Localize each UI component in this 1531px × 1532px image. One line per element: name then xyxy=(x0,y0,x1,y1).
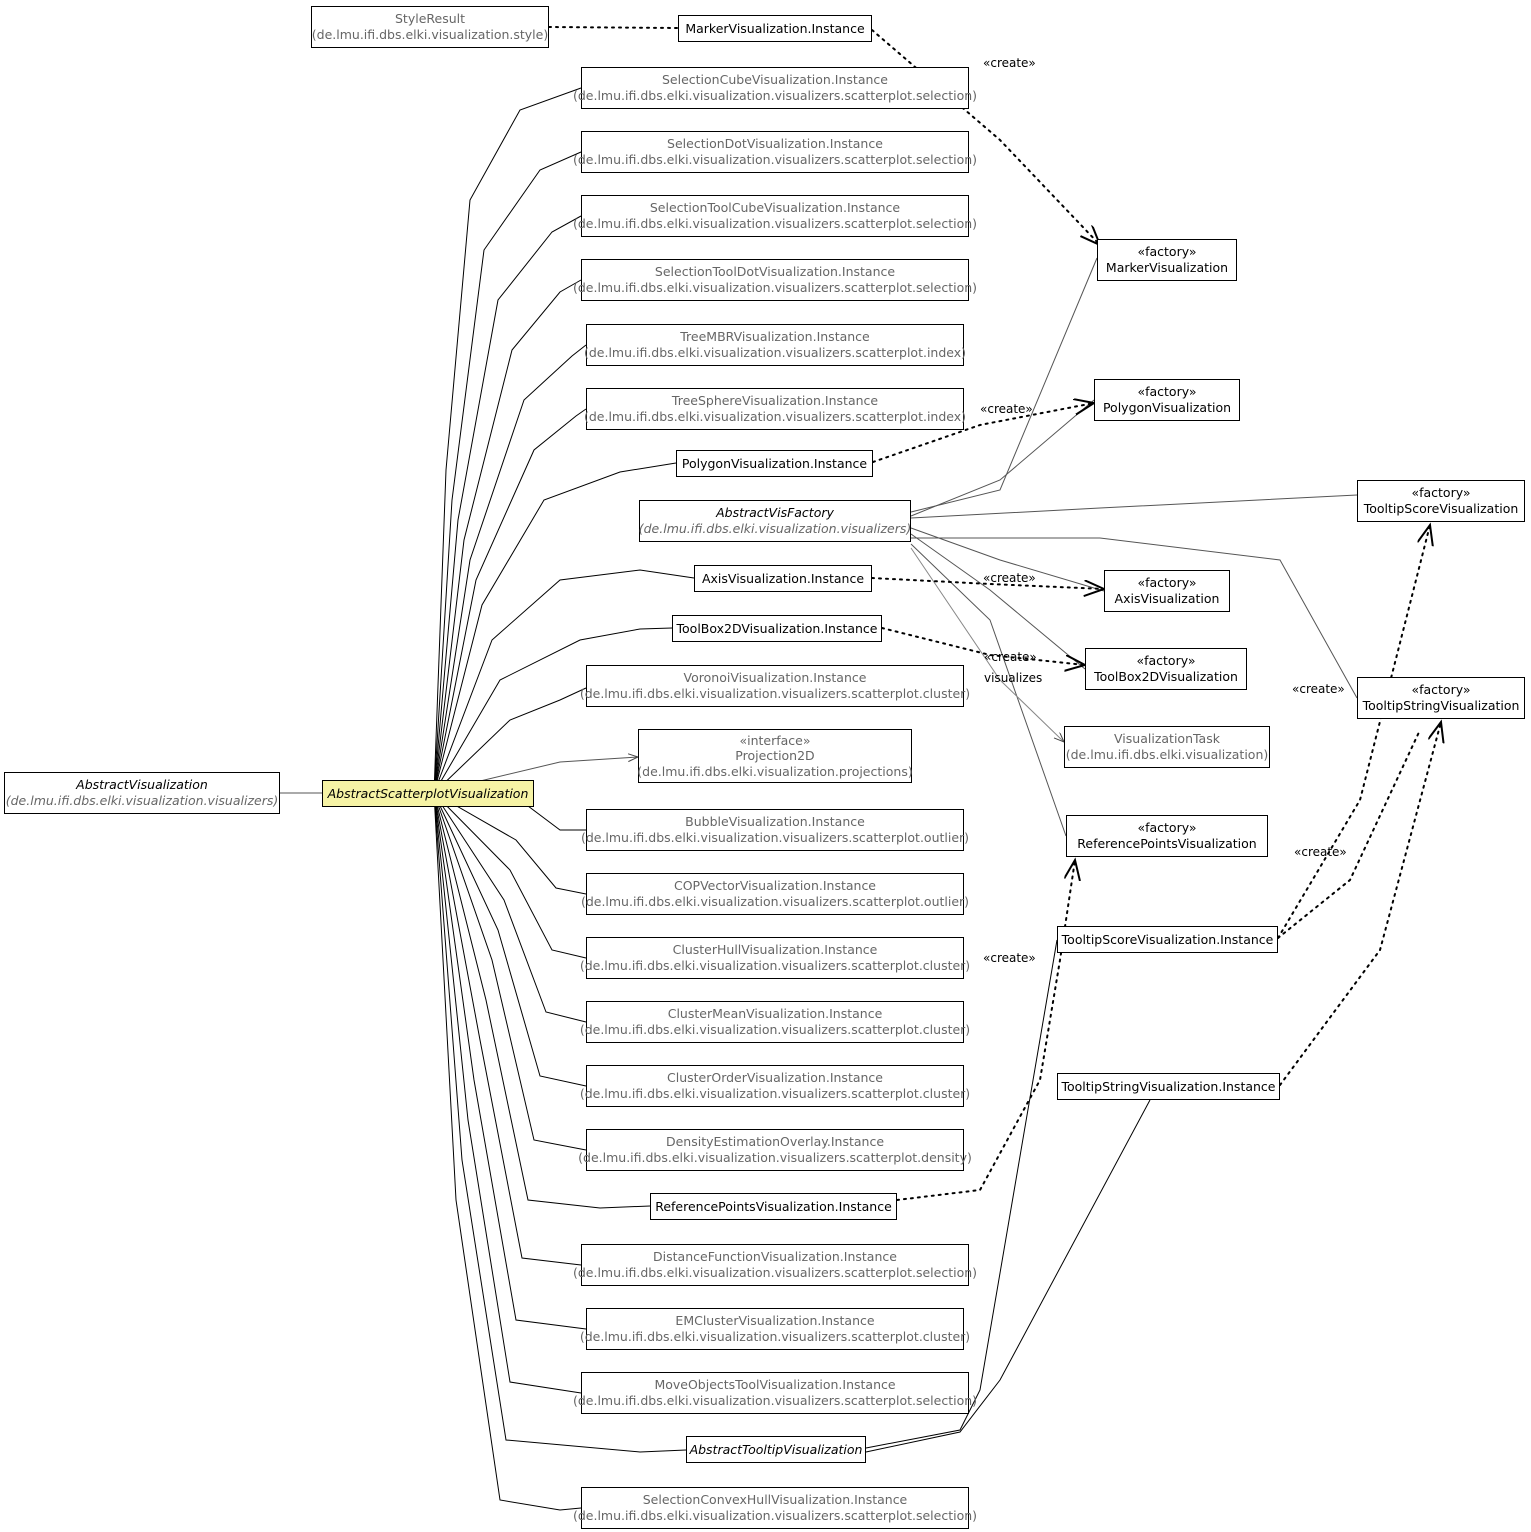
node-em-cluster-visualization-instance[interactable] xyxy=(579,1308,971,1350)
node-tooltip-score-visualization-instance[interactable] xyxy=(1057,926,1278,953)
node-package: (de.lmu.ifi.dbs.elki.visualization) xyxy=(1065,747,1269,762)
node-selection-convex-hull-visualization-instance[interactable] xyxy=(572,1487,978,1529)
node-title: TreeMBRVisualization.Instance xyxy=(680,329,870,345)
node-package: (de.lmu.ifi.dbs.elki.visualization.visualizers.scatterplot.cluster) xyxy=(579,686,971,701)
edge-label-create-refpoints: «create» xyxy=(983,951,1036,965)
node-selection-tool-cube-visualization-instance[interactable] xyxy=(572,195,978,237)
node-package: (de.lmu.ifi.dbs.elki.visualization.visualizers.scatterplot.cluster) xyxy=(579,958,971,973)
node-package: (de.lmu.ifi.dbs.elki.visualization.visualizers.scatterplot.index) xyxy=(583,345,967,360)
node-title: COPVectorVisualization.Instance xyxy=(673,878,877,894)
node-stereotype: «interface» xyxy=(739,732,811,748)
node-title: VoronoiVisualization.Instance xyxy=(683,670,867,686)
node-toolbox2d-visualization-instance[interactable] xyxy=(672,615,882,642)
node-package: (de.lmu.ifi.dbs.elki.visualization.visualizers.scatterplot.cluster) xyxy=(579,1329,971,1344)
edge-label-create-tooltip-string: «create» xyxy=(1292,682,1345,696)
node-stereotype: «factory» xyxy=(1137,575,1197,591)
node-tree-sphere-visualization-instance[interactable] xyxy=(583,388,967,430)
node-package: (de.lmu.ifi.dbs.elki.visualization.visualizers.scatterplot.cluster) xyxy=(579,1086,971,1101)
node-axis-visualization-instance[interactable] xyxy=(694,565,872,592)
node-abstract-visualization[interactable] xyxy=(4,772,280,814)
node-visualization-task[interactable] xyxy=(1064,726,1270,768)
node-title: AbstractScatterplotVisualization xyxy=(327,785,529,801)
node-title: AxisVisualization xyxy=(1114,591,1220,606)
node-package: (de.lmu.ifi.dbs.elki.visualization.visualizers.scatterplot.density) xyxy=(578,1150,972,1165)
node-package: (de.lmu.ifi.dbs.elki.visualization.visualizers.scatterplot.index) xyxy=(583,409,967,424)
node-stereotype: «factory» xyxy=(1411,682,1471,698)
node-title: ReferencePointsVisualization.Instance xyxy=(655,1198,892,1214)
node-voronoi-visualization-instance[interactable] xyxy=(579,665,971,707)
node-title: MarkerVisualization.Instance xyxy=(685,20,865,36)
node-package: (de.lmu.ifi.dbs.elki.visualization.visualizers.scatterplot.selection) xyxy=(572,1393,978,1408)
node-package: (de.lmu.ifi.dbs.elki.visualization.visualizers.scatterplot.selection) xyxy=(572,280,978,295)
node-title: TooltipScoreVisualization xyxy=(1363,501,1519,516)
node-package: (de.lmu.ifi.dbs.elki.visualization.visualizers.scatterplot.selection) xyxy=(572,152,978,167)
edge-label-create-toolbox: «create» xyxy=(984,650,1037,664)
node-title: ClusterHullVisualization.Instance xyxy=(672,942,878,958)
node-factory-tooltip-string-visualization[interactable] xyxy=(1357,677,1525,719)
edge-label-visualizes: visualizes xyxy=(984,671,1043,685)
node-title: ClusterOrderVisualization.Instance xyxy=(667,1070,883,1086)
edge-label-create-marker: «create» xyxy=(983,56,1036,70)
node-title: Projection2D xyxy=(735,748,815,764)
node-title: AbstractVisualization xyxy=(76,777,208,793)
node-title: BubbleVisualization.Instance xyxy=(685,814,865,830)
node-title: AbstractTooltipVisualization xyxy=(689,1441,863,1457)
node-stereotype: «factory» xyxy=(1411,485,1471,501)
node-package: (de.lmu.ifi.dbs.elki.visualization.style) xyxy=(311,27,549,42)
node-title: SelectionToolDotVisualization.Instance xyxy=(654,264,896,280)
node-polygon-visualization-instance[interactable] xyxy=(676,450,873,477)
node-abstract-tooltip-visualization[interactable] xyxy=(686,1436,866,1463)
node-stereotype: «factory» xyxy=(1137,820,1197,836)
node-title: SelectionCubeVisualization.Instance xyxy=(662,72,888,88)
node-package: (de.lmu.ifi.dbs.elki.visualization.visualizers.scatterplot.selection) xyxy=(572,216,978,231)
node-title: EMClusterVisualization.Instance xyxy=(675,1313,875,1329)
node-title: MoveObjectsToolVisualization.Instance xyxy=(654,1377,896,1393)
node-title: AbstractVisFactory xyxy=(716,505,834,521)
node-marker-visualization-instance[interactable] xyxy=(678,15,872,42)
node-selection-cube-visualization-instance[interactable] xyxy=(572,67,978,109)
node-stereotype: «factory» xyxy=(1136,653,1196,669)
node-title: ToolBox2DVisualization.Instance xyxy=(676,620,878,636)
node-title: TooltipStringVisualization.Instance xyxy=(1061,1078,1276,1094)
node-title: ClusterMeanVisualization.Instance xyxy=(667,1006,883,1022)
edge-label-create-tooltip-string-instance: «create» xyxy=(1294,845,1347,859)
node-abstract-vis-factory[interactable] xyxy=(639,500,911,542)
node-cluster-mean-visualization-instance[interactable] xyxy=(579,1001,971,1043)
node-factory-tooltip-score-visualization[interactable] xyxy=(1357,480,1525,522)
node-package: (de.lmu.ifi.dbs.elki.visualization.projections) xyxy=(637,763,913,779)
node-package: (de.lmu.ifi.dbs.elki.visualization.visualizers.scatterplot.cluster) xyxy=(579,1022,971,1037)
node-title: PolygonVisualization xyxy=(1102,400,1232,415)
node-bubble-visualization-instance[interactable] xyxy=(580,809,970,851)
node-title: TreeSphereVisualization.Instance xyxy=(671,393,879,409)
node-selection-tool-dot-visualization-instance[interactable] xyxy=(572,259,978,301)
node-package: (de.lmu.ifi.dbs.elki.visualization.visualizers.scatterplot.selection) xyxy=(572,1508,978,1523)
node-package: (de.lmu.ifi.dbs.elki.visualization.visualizers) xyxy=(5,793,279,808)
node-title: PolygonVisualization.Instance xyxy=(681,455,868,471)
node-reference-points-visualization-instance[interactable] xyxy=(650,1193,897,1220)
node-tree-mbr-visualization-instance[interactable] xyxy=(583,324,967,366)
node-distance-function-visualization-instance[interactable] xyxy=(572,1244,978,1286)
node-title: SelectionDotVisualization.Instance xyxy=(667,136,883,152)
node-title: AxisVisualization.Instance xyxy=(701,570,865,586)
node-title: StyleResult xyxy=(394,11,466,27)
node-cop-vector-visualization-instance[interactable] xyxy=(580,873,970,915)
node-package: (de.lmu.ifi.dbs.elki.visualization.visualizers) xyxy=(638,521,912,536)
edge-label-create-axis: «create» xyxy=(983,571,1036,585)
node-package: (de.lmu.ifi.dbs.elki.visualization.visualizers.scatterplot.selection) xyxy=(572,1265,978,1280)
node-title: DensityEstimationOverlay.Instance xyxy=(665,1134,885,1150)
node-selection-dot-visualization-instance[interactable] xyxy=(572,131,978,173)
node-factory-polygon-visualization[interactable] xyxy=(1094,379,1240,421)
node-cluster-hull-visualization-instance[interactable] xyxy=(579,937,971,979)
node-title: VisualizationTask xyxy=(1114,731,1220,747)
node-density-estimation-overlay-instance[interactable] xyxy=(578,1129,972,1171)
node-cluster-order-visualization-instance[interactable] xyxy=(579,1065,971,1107)
node-style-result[interactable] xyxy=(311,6,549,48)
node-stereotype: «factory» xyxy=(1137,384,1197,400)
node-factory-marker-visualization[interactable] xyxy=(1097,239,1237,281)
node-package: (de.lmu.ifi.dbs.elki.visualization.visualizers.scatterplot.selection) xyxy=(572,88,978,103)
node-move-objects-tool-visualization-instance[interactable] xyxy=(572,1372,978,1414)
node-projection2d-interface[interactable] xyxy=(638,729,912,783)
node-tooltip-string-visualization-instance[interactable] xyxy=(1057,1073,1280,1100)
node-factory-axis-visualization[interactable] xyxy=(1104,570,1230,612)
node-title: ToolBox2DVisualization xyxy=(1094,669,1238,684)
node-factory-reference-points-visualization[interactable] xyxy=(1066,815,1268,857)
edge-label-create-polygon: «create» xyxy=(980,402,1033,416)
node-package: (de.lmu.ifi.dbs.elki.visualization.visualizers.scatterplot.outlier) xyxy=(580,830,970,845)
node-title: MarkerVisualization xyxy=(1105,260,1229,275)
node-package: (de.lmu.ifi.dbs.elki.visualization.visualizers.scatterplot.outlier) xyxy=(580,894,970,909)
node-title: ReferencePointsVisualization xyxy=(1077,836,1257,851)
node-abstract-scatterplot-visualization[interactable] xyxy=(322,780,534,807)
node-factory-toolbox2d-visualization[interactable] xyxy=(1085,648,1247,690)
node-title: TooltipStringVisualization xyxy=(1362,698,1520,713)
node-title: DistanceFunctionVisualization.Instance xyxy=(653,1249,897,1265)
node-stereotype: «factory» xyxy=(1137,244,1197,260)
node-title: SelectionConvexHullVisualization.Instance xyxy=(642,1492,908,1508)
node-title: TooltipScoreVisualization.Instance xyxy=(1061,931,1274,947)
node-title: SelectionToolCubeVisualization.Instance xyxy=(649,200,901,216)
